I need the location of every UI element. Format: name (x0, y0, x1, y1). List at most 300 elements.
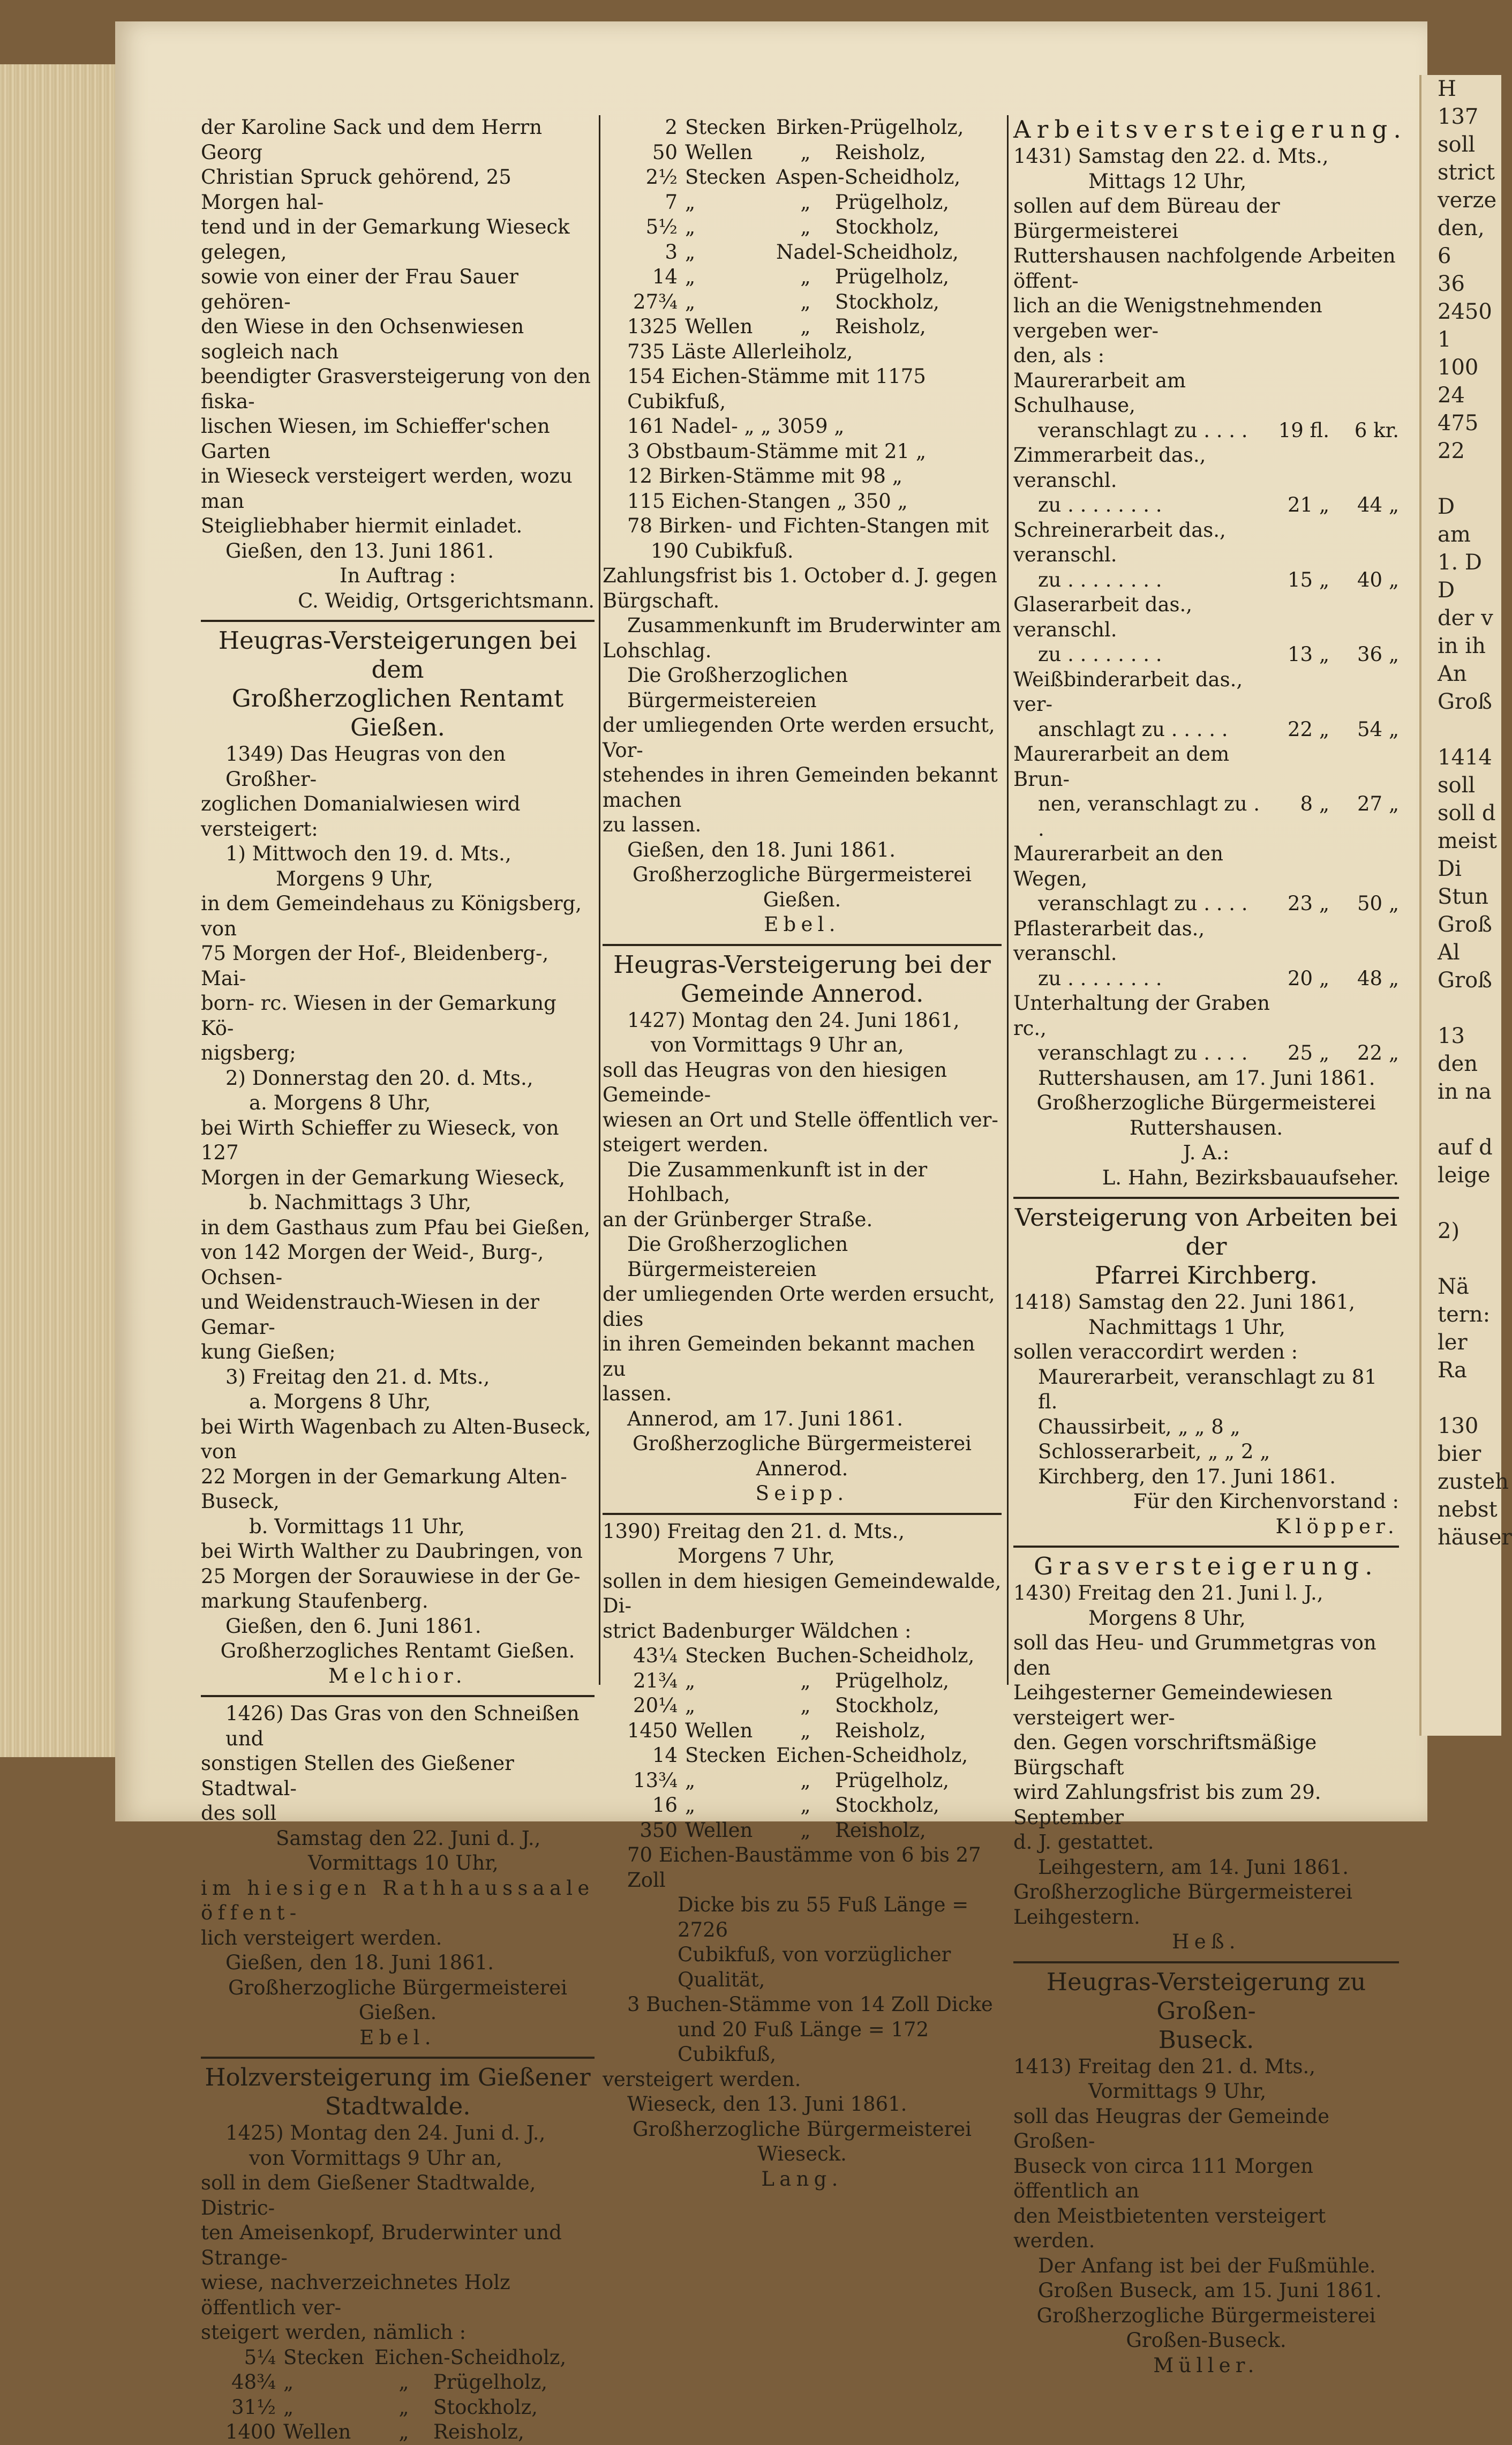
fragment-line: 475 (1438, 411, 1479, 436)
wood-type: Stockholz, (835, 290, 939, 313)
fragment-line: 2450 (1438, 299, 1492, 324)
cost-kreuzer: 48 „ (1357, 966, 1399, 990)
signature-office: Großherzogliche Bürgermeisterei Gießen. (228, 1976, 567, 2024)
fragment-line: den (1438, 1052, 1478, 1076)
cost-label: Unterhaltung der Graben rc., (1013, 992, 1270, 1040)
fragment-line: zusteh (1438, 1469, 1509, 1494)
fragment-line: Ra (1438, 1358, 1467, 1383)
unit: Wellen (685, 140, 753, 164)
notice-title: Großherzoglichen Rentamt Gießen. (231, 684, 564, 741)
quantity: 43¼ (633, 1644, 678, 1667)
notice-1431 (1013, 115, 1408, 1190)
column-2 (603, 115, 1002, 2191)
text-line: kung Gießen; (201, 1340, 336, 1363)
quantity: 5¼ (244, 2345, 276, 2369)
fragment-line: H (1438, 77, 1456, 101)
section-rule (603, 1513, 1002, 1515)
signature: Lang. (761, 2167, 843, 2191)
text-line: 735 Läste Allerleiholz, (627, 340, 853, 363)
quantity: 350 (640, 1818, 678, 1842)
wood-type: Buchen-Scheidholz, (776, 1644, 975, 1667)
quantity: 16 (652, 1794, 678, 1817)
text-line: an der Grünberger Straße. (603, 1208, 873, 1231)
fragment-line: 22 (1438, 439, 1465, 463)
text-line: von Vormittags 9 Uhr an, (651, 1033, 904, 1056)
unit: „ (685, 1669, 696, 1692)
text-line: 115 Eichen-Stangen „ 350 „ (627, 489, 908, 513)
text-line: 1426) Das Gras von den Schneißen und (225, 1702, 580, 1750)
cost-kreuzer: 44 „ (1357, 493, 1399, 516)
notice-1425-continued (603, 115, 1002, 938)
column-rule-2 (1007, 115, 1009, 1685)
text-line: Samstag den 22. Juni d. J., (276, 1826, 541, 1850)
text-line: 12 Birken-Stämme mit 98 „ (627, 464, 902, 488)
text-line: 78 Birken- und Fichten-Stangen mit (627, 514, 989, 537)
wood-type: Reisholz, (835, 1719, 926, 1742)
notice-title: Gemeinde Annerod. (680, 979, 924, 1008)
cost-row (1013, 518, 1399, 568)
text-line: den. Gegen vorschriftsmäßige Bürgschaft (1013, 1731, 1317, 1779)
signature-note: In Auftrag : (340, 564, 456, 587)
text-line: von Vormittags 9 Uhr an, (249, 2146, 502, 2170)
quantity: 7 (665, 190, 678, 214)
notice-title: Heugras-Versteigerung bei der (613, 950, 991, 979)
cost-label: Maurerarbeit an den Wegen, (1013, 842, 1223, 890)
quantity: 2 (665, 116, 678, 139)
fragment-line (1421, 716, 1501, 744)
dateline: Gießen, den 18. Juni 1861. (627, 838, 896, 861)
wood-type: Reisholz, (835, 315, 926, 338)
cost-kreuzer: 54 „ (1357, 717, 1399, 741)
quantity: 1450 (627, 1719, 678, 1742)
text-line: und Weidenstrauch-Wiesen in der Gemar- (201, 1291, 539, 1339)
text-line: bei Wirth Walther zu Daubringen, von (201, 1540, 583, 1563)
text-line: den, als : (1013, 344, 1105, 367)
notice-1430 (1013, 1552, 1399, 1955)
ditto-mark: „ (800, 190, 811, 214)
wood-type: Stockholz, (835, 215, 939, 238)
fragment-line: 100 (1438, 355, 1479, 380)
text-line: Maurerarbeit, veranschlagt zu 81 fl. (1038, 1365, 1377, 1413)
column-rule-1 (599, 115, 600, 1685)
text-line: Vormittags 9 Uhr, (1088, 2080, 1267, 2103)
text-line: Christian Spruck gehörend, 25 Morgen hal- (201, 166, 511, 214)
wood-type: Prügelholz, (835, 1669, 950, 1692)
text-line: Die Zusammenkunft ist in der Hohlbach, (627, 1158, 928, 1206)
fragment-line: soll d (1438, 801, 1496, 826)
quantity: 1325 (627, 315, 678, 338)
wood-item-row (201, 2420, 595, 2445)
signature: C. Weidig, Ortsgerichtsmann. (298, 589, 595, 612)
column-1 (201, 115, 595, 2443)
text-line: Zahlungsfrist bis 1. October d. J. gegen (603, 564, 997, 587)
cost-gulden: 13 „ (1287, 643, 1329, 666)
unit: Wellen (685, 315, 753, 338)
fragment-line: in ih (1438, 634, 1486, 658)
unit: „ (685, 1694, 696, 1717)
notice-title: Stadtwalde. (325, 2092, 471, 2120)
text-line: in dem Gasthaus zum Pfau bei Gießen, (201, 1216, 590, 1239)
text-line: lich an die Wenigstnehmenden vergeben wer- (1013, 294, 1322, 342)
ditto-mark: „ (800, 1694, 811, 1717)
text-line: der umliegenden Orte werden ersucht, Vor- (603, 714, 995, 762)
text-line: der Karoline Sack und dem Herrn Georg (201, 116, 543, 164)
cost-kreuzer: 40 „ (1357, 568, 1399, 591)
text-line: von 142 Morgen der Weid-, Burg-, Ochsen- (201, 1241, 544, 1289)
wood-type: Prügelholz, (835, 1768, 950, 1792)
quantity: 21¾ (633, 1669, 678, 1692)
text-line: 1425) Montag den 24. Juni d. J., (225, 2121, 546, 2144)
unit: Stecken (283, 2345, 364, 2369)
cost-label: anschlagt zu . . . . . (1038, 717, 1228, 741)
fragment-line: tern: (1438, 1302, 1491, 1327)
text-line: 1430) Freitag den 21. Juni l. J., (1013, 1581, 1323, 1604)
cost-row (1013, 568, 1399, 593)
cost-label: nen, veranschlagt zu . . (1038, 792, 1260, 841)
cost-kreuzer (1329, 369, 1399, 418)
fragment-line: am (1438, 522, 1471, 547)
signature-office: Großherzogliche Bürgermeisterei Wieseck. (633, 2117, 972, 2165)
text-line: wiese, nachverzeichnetes Holz öffentlich ver- (201, 2271, 510, 2319)
cost-label: Glaserarbeit das., veranschl. (1013, 593, 1193, 641)
text-line: den Meistbietenten versteigert werden. (1013, 2204, 1326, 2252)
unit: Stecken (685, 1644, 766, 1667)
signature: Seipp. (755, 1482, 849, 1505)
cost-gulden: 21 „ (1287, 493, 1329, 516)
cost-label: Maurerarbeit am Schulhause, (1013, 369, 1186, 417)
dateline: Wieseck, den 13. Juni 1861. (627, 2092, 907, 2116)
quantity: 50 (652, 140, 678, 164)
section-rule (201, 2057, 595, 2059)
text-line: 22 Morgen in der Gemarkung Alten-Buseck, (201, 1465, 567, 1513)
fragment-line: ler (1438, 1330, 1468, 1355)
cost-kreuzer (1329, 443, 1399, 493)
fragment-line: nebst (1438, 1497, 1498, 1522)
cost-gulden: 19 fl. (1278, 418, 1329, 442)
text-line: Bürgschaft. (603, 589, 720, 612)
fragment-line (1421, 1106, 1501, 1134)
text-line: 3 Obstbaum-Stämme mit 21 „ (627, 439, 926, 463)
text-line: d. J. gestattet. (1013, 1831, 1154, 1854)
signature-office: Großherzogliche Bürgermeisterei Gießen. (633, 863, 972, 911)
fragment-line: 1414 (1438, 745, 1492, 770)
signature-office: Großherzogliche Bürgermeisterei (1036, 1091, 1376, 1114)
ditto-mark: „ (800, 215, 811, 238)
text-line: versteigert werden. (603, 2067, 801, 2091)
fragment-line: Groß (1438, 968, 1492, 993)
notice-1425 (201, 2063, 595, 2445)
text-line: in Wieseck versteigert werden, wozu man (201, 464, 573, 513)
signature: Ebel. (764, 913, 840, 936)
cost-gulden (1270, 842, 1329, 891)
cost-row (1013, 493, 1399, 518)
fragment-line: 36 (1438, 272, 1465, 296)
text-line: 1427) Montag den 24. Juni 1861, (627, 1008, 960, 1032)
unit: Stecken (685, 166, 766, 189)
wood-type: Reisholz, (835, 1818, 926, 1842)
quantity: 5½ (645, 215, 678, 238)
text-line: nigsberg; (201, 1041, 296, 1064)
cost-kreuzer (1329, 742, 1399, 792)
wood-type: Stockholz, (835, 1694, 939, 1717)
quantity: 2½ (645, 166, 678, 189)
text-line: Leihgesterner Gemeindewiesen versteigert wer- (1013, 1681, 1333, 1729)
section-rule (1013, 1961, 1399, 1963)
section-rule (603, 944, 1002, 946)
text-line: 1) Mittwoch den 19. d. Mts., (225, 842, 511, 865)
cost-row (1013, 842, 1399, 891)
quantity: 14 (652, 1744, 678, 1767)
text-line: Ruttershausen nachfolgende Arbeiten öffent- (1013, 244, 1396, 292)
cost-kreuzer: 22 „ (1357, 1041, 1399, 1064)
cost-label: zu . . . . . . . . (1038, 643, 1162, 666)
cost-row (1013, 966, 1399, 992)
ditto-mark: „ (800, 1669, 811, 1692)
cost-gulden (1270, 592, 1329, 642)
cost-label: zu . . . . . . . . (1038, 568, 1162, 591)
text-line: Morgens 9 Uhr, (276, 867, 433, 890)
unit: Stecken (685, 1744, 766, 1767)
notice-title: Arbeitsversteigerung. (1013, 115, 1408, 144)
section-rule (1013, 1197, 1399, 1199)
text-line: 1431) Samstag den 22. d. Mts., (1013, 145, 1329, 168)
unit: „ (685, 215, 696, 238)
quantity: 31½ (231, 2395, 276, 2419)
cost-row (1013, 717, 1399, 742)
text-line: Schlosserarbeit, „ „ 2 „ (1038, 1440, 1270, 1463)
notice-1349 (201, 626, 595, 1689)
signature-office: Großherzogliche Bürgermeisterei (1036, 2304, 1376, 2327)
text-line: sollen veraccordirt werden : (1013, 1340, 1298, 1363)
text-line: 161 Nadel- „ „ 3059 „ (627, 415, 845, 438)
dateline: Gießen, den 13. Juni 1861. (225, 539, 494, 562)
text-line: zu lassen. (603, 813, 702, 836)
cost-gulden: 23 „ (1287, 892, 1329, 915)
cost-row (1013, 792, 1399, 842)
cost-gulden (1270, 369, 1329, 418)
text-line: Dicke bis zu 55 Fuß Länge = 2726 (678, 1893, 969, 1941)
text-line: wiesen an Ort und Stelle öffentlich ver- (603, 1108, 998, 1131)
wood-item-row (603, 1768, 1002, 1794)
unit: Wellen (685, 1818, 753, 1842)
text-line: des soll (201, 1802, 277, 1825)
fragment-line: 1 (1438, 327, 1451, 352)
wood-item-row (603, 1793, 1002, 1818)
fragment-line: der v (1438, 606, 1493, 631)
signature-note: J. A.: (1183, 1141, 1230, 1164)
unit: „ (685, 290, 696, 313)
signature-office: Für den Kirchenvorstand : (1133, 1490, 1399, 1513)
intro-text (201, 115, 595, 613)
quantity: 27¾ (633, 290, 678, 313)
wood-item-row (603, 290, 1002, 315)
text-line: 75 Morgen der Hof-, Bleidenberg-, Mai- (201, 942, 549, 990)
text-line: Die Großherzoglichen Bürgermeistereien (627, 1233, 848, 1281)
ditto-mark: „ (800, 1818, 811, 1842)
cost-row (1013, 917, 1399, 966)
notice-1427 (603, 950, 1002, 1506)
quantity: 14 (652, 265, 678, 288)
wood-type: Prügelholz, (835, 265, 950, 288)
quantity: 48¾ (231, 2371, 276, 2394)
text-line: im hiesigen Rathhaussaale öffent- (201, 1876, 595, 1924)
fragment-line: 130 (1438, 1414, 1479, 1438)
wood-item-row (603, 115, 1002, 140)
unit: „ (685, 190, 696, 214)
wood-item-row (603, 1818, 1002, 1843)
wood-item-row (603, 1669, 1002, 1694)
book-page-edges (0, 64, 130, 1757)
cost-kreuzer (1329, 917, 1399, 966)
cost-kreuzer (1329, 592, 1399, 642)
quantity: 20¼ (633, 1694, 678, 1717)
dateline: Gießen, den 18. Juni 1861. (225, 1951, 494, 1974)
signature-office: Großherzogliches Rentamt Gießen. (220, 1639, 575, 1662)
dateline: Ruttershausen, am 17. Juni 1861. (1038, 1066, 1375, 1090)
cost-gulden (1270, 443, 1329, 493)
text-line: 154 Eichen-Stämme mit 1175 Cubikfuß, (627, 365, 926, 413)
wood-type: Stockholz, (835, 1794, 939, 1817)
wood-item-row (603, 1719, 1002, 1744)
text-line: sowie von einer der Frau Sauer gehören- (201, 265, 518, 313)
text-line: stehendes in ihren Gemeinden bekannt machen (603, 763, 998, 812)
fragment-line: Al (1438, 940, 1460, 965)
fragment-line: Di (1438, 857, 1462, 881)
wood-type: Aspen-Scheidholz, (776, 166, 961, 189)
quantity: 3 (665, 240, 678, 264)
fragment-line: D (1438, 578, 1455, 603)
wood-item-row (201, 2345, 595, 2371)
cost-kreuzer: 50 „ (1357, 892, 1399, 915)
text-line: b. Vormittags 11 Uhr, (249, 1514, 465, 1538)
dateline: Großen Buseck, am 15. Juni 1861. (1038, 2279, 1382, 2302)
notice-1426 (201, 1701, 595, 2050)
notice-title: Heugras-Versteigerung zu Großen- (1046, 1967, 1366, 2025)
cost-kreuzer (1329, 991, 1399, 1041)
fragment-line: 1. D (1438, 550, 1482, 575)
wood-item-row (603, 1743, 1002, 1768)
cost-kreuzer (1329, 842, 1399, 891)
cost-row (1013, 642, 1399, 668)
unit: Wellen (283, 2420, 351, 2443)
text-line: in ihren Gemeinden bekannt machen zu (603, 1332, 975, 1381)
fragment-line: bier (1438, 1442, 1481, 1466)
cost-label: zu . . . . . . . . (1038, 966, 1162, 990)
fragment-line: leige (1438, 1163, 1491, 1188)
text-line: 3) Freitag den 21. d. Mts., (225, 1365, 490, 1389)
wood-item-row (603, 190, 1002, 215)
dateline: Annerod, am 17. Juni 1861. (627, 1407, 903, 1430)
cost-gulden: 15 „ (1287, 568, 1329, 591)
fragment-line: 6 (1438, 244, 1451, 268)
text-line: 70 Eichen-Baustämme von 6 bis 27 Zoll (627, 1843, 981, 1892)
signature: Klöpper. (1275, 1514, 1399, 1538)
wood-item-row (603, 240, 1002, 265)
cost-label: veranschlagt zu . . . . (1038, 892, 1248, 915)
cost-gulden (1270, 668, 1329, 717)
cost-label: veranschlagt zu . . . . (1038, 1041, 1248, 1064)
wood-item-row (603, 140, 1002, 166)
facing-page-fragment (1419, 75, 1512, 1736)
unit: „ (685, 240, 696, 264)
cost-label: zu . . . . . . . . (1038, 493, 1162, 516)
cost-label: Schreinerarbeit das., veranschl. (1013, 518, 1226, 566)
fragment-line (1421, 465, 1501, 493)
ditto-mark: „ (398, 2420, 409, 2443)
fragment-line: verze (1438, 188, 1497, 213)
text-line: Buseck von circa 111 Morgen öffentlich an (1013, 2154, 1314, 2202)
fragment-line (1421, 1384, 1501, 1412)
notice-title: Versteigerung von Arbeiten bei der (1014, 1203, 1398, 1261)
dateline: Kirchberg, den 17. Juni 1861. (1038, 1465, 1336, 1488)
unit: „ (283, 2371, 294, 2394)
notice-1390 (603, 1519, 1002, 2192)
text-line: zoglichen Domanialwiesen wird versteigert: (201, 792, 521, 841)
text-line: 1349) Das Heugras von den Großher- (225, 742, 506, 791)
text-line: Vormittags 10 Uhr, (308, 1851, 499, 1874)
text-line: 1418) Samstag den 22. Juni 1861, (1013, 1291, 1355, 1314)
ditto-mark: „ (800, 315, 811, 338)
cost-gulden (1270, 742, 1329, 792)
notice-title: Holzversteigerung im Gießener (205, 2063, 591, 2091)
text-line: soll das Heugras von den hiesigen Gemeinde- (603, 1058, 947, 1106)
signature: Müller. (1153, 2353, 1259, 2377)
text-line: lassen. (603, 1382, 672, 1405)
fragment-line: Nä (1438, 1274, 1469, 1299)
section-rule (201, 1695, 595, 1697)
text-line: lich versteigert werden. (201, 1926, 442, 1949)
text-line: ten Ameisenkopf, Bruderwinter und Strange- (201, 2221, 562, 2269)
text-line: Cubikfuß, von vorzüglicher Qualität, (678, 1943, 951, 1991)
text-line: 1390) Freitag den 21. d. Mts., (603, 1519, 905, 1543)
ditto-mark: „ (398, 2395, 409, 2419)
text-line: born- rc. Wiesen in der Gemarkung Kö- (201, 992, 556, 1040)
fragment-line: auf d (1438, 1135, 1493, 1160)
text-line: beendigter Grasversteigerung von den fiska- (201, 365, 591, 413)
wood-type: Birken-Prügelholz, (776, 116, 964, 139)
cost-row (1013, 369, 1399, 418)
notice-title: Heugras-Versteigerungen bei dem (218, 626, 577, 684)
wood-type: Prügelholz, (835, 190, 950, 214)
wood-type: Nadel-Scheidholz, (776, 240, 959, 264)
text-line: 190 Cubikfuß. (651, 539, 794, 562)
cost-label: veranschlagt zu . . . . (1038, 418, 1248, 442)
notice-1418 (1013, 1203, 1399, 1539)
fragment-line: meist (1438, 829, 1497, 853)
cost-gulden (1270, 518, 1329, 568)
wood-type: Reisholz, (433, 2420, 524, 2443)
wood-item-row (603, 215, 1002, 240)
text-line: Morgens 8 Uhr, (1088, 1606, 1246, 1630)
fragment-line: in na (1438, 1079, 1492, 1104)
wood-item-row (201, 2395, 595, 2420)
text-line: a. Morgens 8 Uhr, (249, 1091, 431, 1114)
text-line: wird Zahlungsfrist bis zum 29. September (1013, 1781, 1321, 1829)
text-line: in dem Gemeindehaus zu Königsberg, von (201, 892, 582, 940)
fragment-line: An (1438, 662, 1467, 686)
dateline: Gießen, den 6. Juni 1861. (225, 1614, 482, 1638)
text-line: a. Morgens 8 Uhr, (249, 1390, 431, 1413)
signature: Melchior. (328, 1664, 467, 1688)
cost-label: Maurerarbeit an dem Brun- (1013, 742, 1230, 791)
cost-label: Zimmerarbeit das., veranschl. (1013, 444, 1206, 492)
cost-gulden (1270, 991, 1329, 1041)
text-line: tend und in der Gemarkung Wieseck gelegen, (201, 215, 570, 264)
fragment-line: Groß (1438, 912, 1492, 937)
ditto-mark: „ (398, 2371, 409, 2394)
fragment-line (1421, 1245, 1501, 1273)
section-rule (1013, 1546, 1399, 1548)
